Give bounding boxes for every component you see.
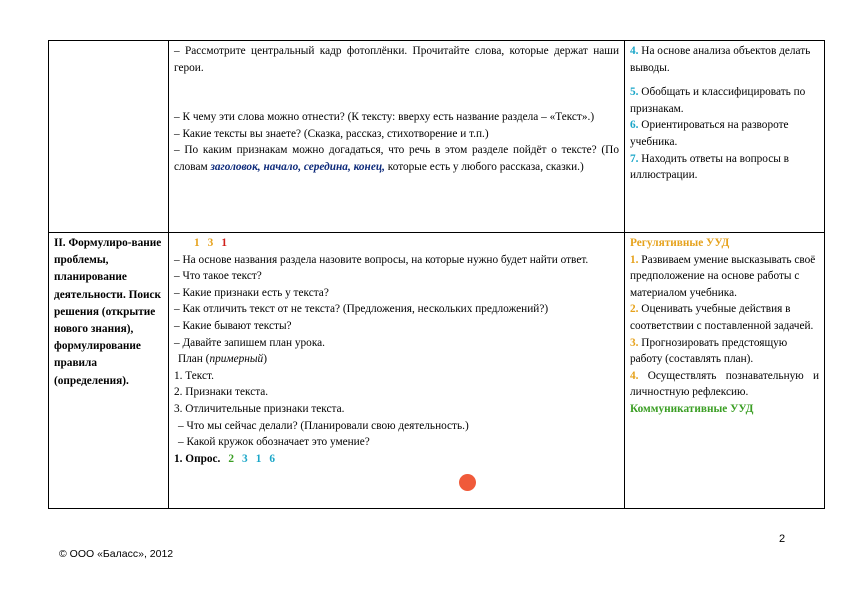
item-text: Находить ответы на вопросы в иллюстрации.	[630, 152, 789, 182]
item-number: 6.	[630, 119, 639, 132]
table-row	[49, 41, 825, 233]
activity-line: – Какие бывают тексты?	[174, 319, 292, 332]
page-number: 2	[779, 533, 786, 545]
activity-text: которые есть у любого рассказа, сказки.)	[384, 160, 584, 173]
activity-line: – Как отличить текст от не текста? (Предложения, нескольких предложений?)	[174, 303, 549, 316]
item-number: 7.	[630, 152, 639, 165]
item-number: 4.	[630, 369, 639, 382]
item-text: На основе анализа объектов делать выводы.	[630, 45, 811, 74]
icon-number: 1	[194, 237, 200, 249]
item-text: Прогнозировать предстоящую работу (составлять план).	[630, 336, 788, 366]
item-text: Оценивать учебные действия в соответствии с поставленной задачей.	[630, 303, 814, 332]
uud-item	[630, 368, 819, 401]
skill-icons-top	[174, 235, 619, 252]
uud-item	[630, 117, 819, 150]
uud-cell	[625, 233, 825, 509]
item-number: 2.	[630, 303, 639, 316]
icon-number: 3	[242, 452, 248, 465]
poll-label: 1. Опрос.	[174, 452, 221, 465]
plan-heading	[174, 351, 619, 368]
uud-item	[630, 84, 819, 117]
activity-line: – Давайте запишем план урока.	[174, 336, 325, 349]
teacher-activity-cell	[169, 41, 625, 233]
stage-title: II. Формулиро-вание проблемы, планирование деятельности. Поиск решения (открытие нового знания), формулирование правила (определения).	[49, 233, 169, 509]
item-number: 1.	[630, 253, 639, 266]
lesson-table	[48, 40, 825, 509]
item-text: Развиваем умение высказывать своё предположение на основе работы с материалом учебника.	[630, 253, 816, 299]
icon-number: 2	[228, 452, 235, 465]
uud-item	[630, 301, 819, 334]
plan-item: 2. Признаки текста.	[174, 386, 269, 399]
orange-circle-icon	[459, 474, 476, 491]
activity-line: – Что мы сейчас делали? (Планировали свою деятельность.)	[178, 419, 469, 432]
icon-number: 6	[269, 452, 275, 465]
activity-text: – По каким признакам можно догадаться, что речь в этом разделе пойдёт о тексте? (По словам	[174, 144, 619, 173]
item-number: 5.	[630, 86, 639, 99]
table-row	[49, 233, 825, 509]
plan-italic: примерный	[209, 353, 264, 366]
item-number: 3.	[630, 336, 639, 349]
item-text: Обобщать и классифицировать по признакам.	[630, 86, 806, 115]
plan-label: План (	[178, 353, 210, 366]
uud-cell	[625, 41, 825, 233]
activity-line: – Какие признаки есть у текста?	[174, 286, 329, 299]
item-number: 4.	[630, 45, 639, 57]
plan-close: )	[263, 353, 267, 366]
item-text: Ориентироваться на развороте учебника.	[630, 119, 789, 148]
uud-item	[630, 335, 819, 368]
stage-cell-empty	[49, 41, 169, 233]
plan-item: 3. Отличительные признаки текста.	[174, 402, 345, 415]
activity-line: – Что такое текст?	[174, 270, 262, 283]
item-text: Осуществлять познавательную и личностную рефлексию.	[630, 369, 819, 399]
icon-number: 1	[221, 237, 227, 249]
activity-line: – Какие тексты вы знаете? (Сказка, рассказ, стихотворение и т.п.)	[174, 127, 489, 140]
uud-item	[630, 252, 819, 302]
icon-number: 1	[255, 452, 262, 465]
activity-line: – Какой кружок обозначает это умение?	[178, 436, 370, 449]
uud-item	[630, 43, 819, 76]
icon-number: 3	[207, 237, 214, 249]
activity-line: – Рассмотрите центральный кадр фотоплёнки. Прочитайте слова, которые держат наши герои.	[174, 45, 619, 74]
keywords-text: заголовок, начало, середина, конец,	[210, 160, 385, 173]
activity-line: – К чему эти слова можно отнести? (К тексту: вверху есть название раздела – «Текст».)	[174, 111, 595, 124]
poll-line	[174, 451, 619, 468]
regulative-heading: Регулятивные УУД	[630, 237, 730, 249]
activity-line	[174, 142, 619, 175]
communicative-heading: Коммуникативные УУД	[630, 402, 754, 415]
teacher-activity-cell	[169, 233, 625, 509]
copyright-footer: © ООО «Баласс», 2012	[59, 548, 174, 560]
activity-line: – На основе названия раздела назовите вопросы, на которые нужно будет найти ответ.	[174, 253, 589, 266]
plan-item: 1. Текст.	[174, 369, 214, 382]
uud-item	[630, 151, 819, 184]
